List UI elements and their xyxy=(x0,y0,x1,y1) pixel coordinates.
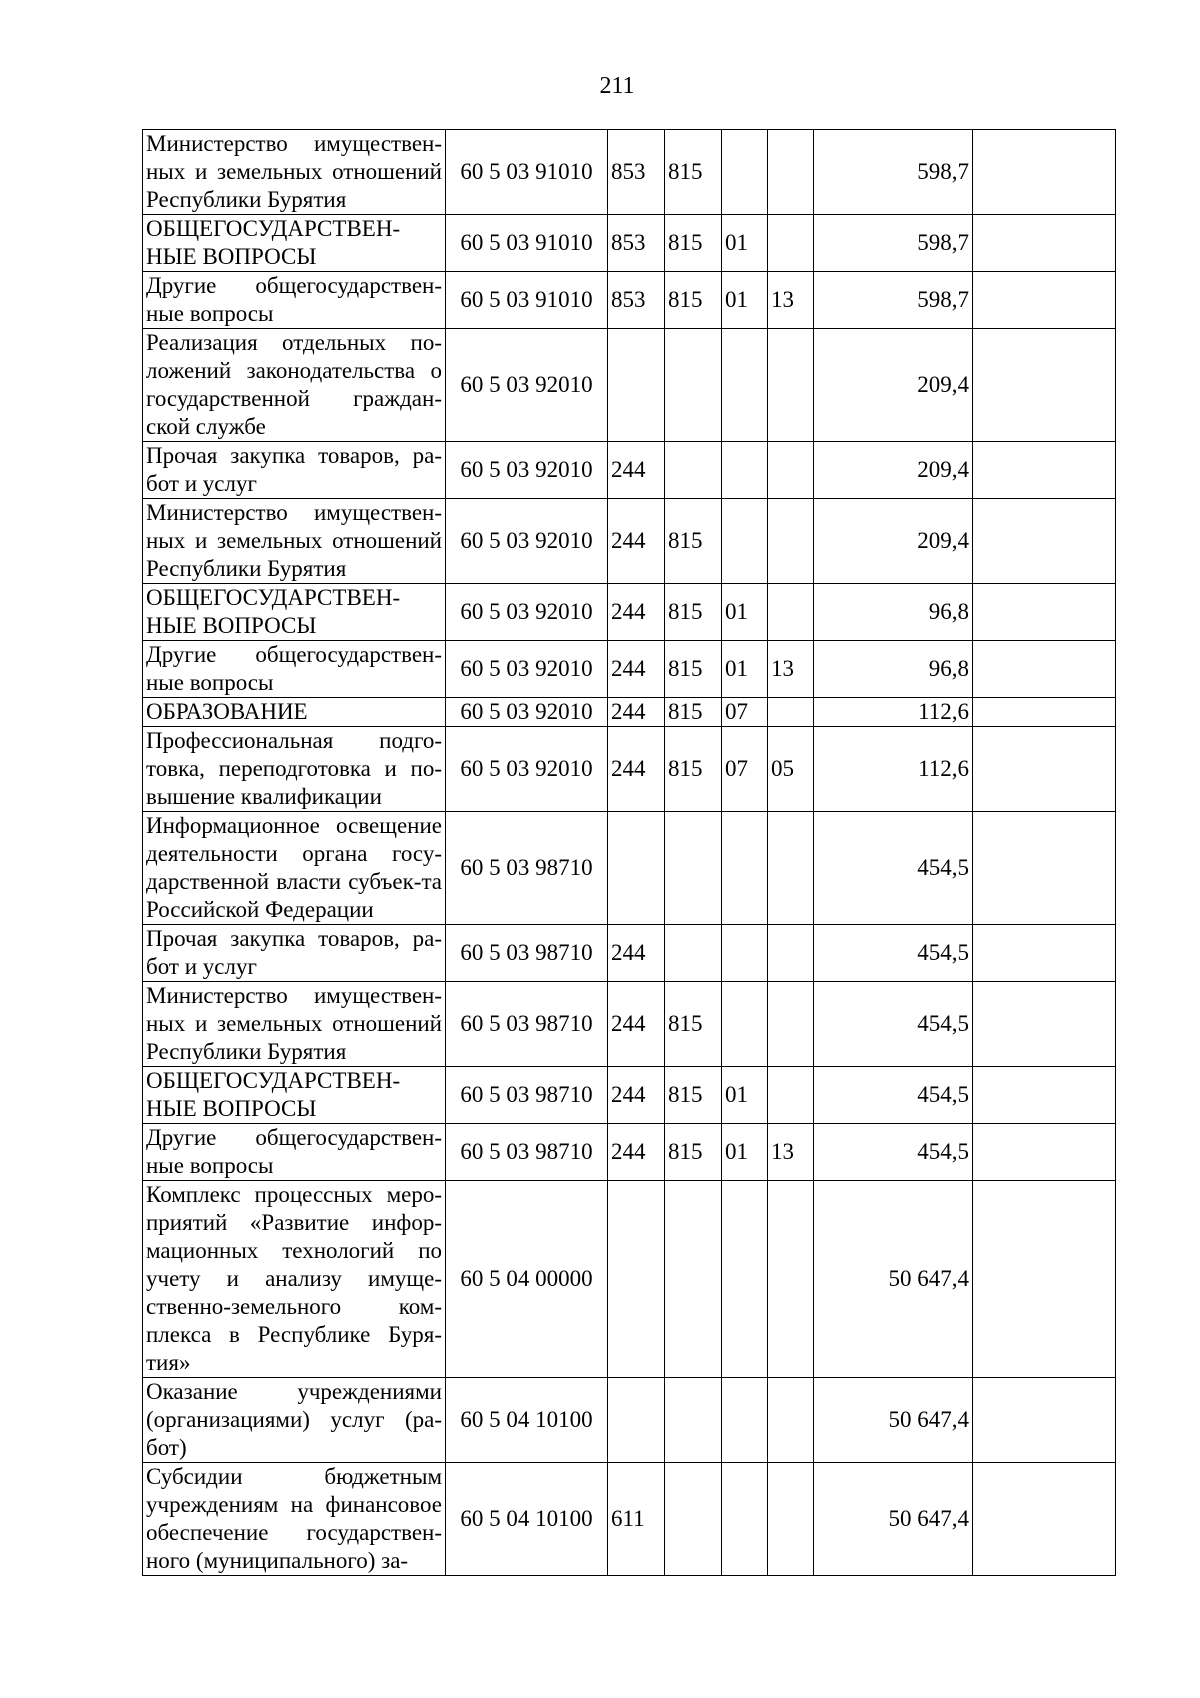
table-row xyxy=(143,812,1116,925)
row-name-cell: ОБЩЕГОСУДАРСТВЕН-НЫЕ ВОПРОСЫ xyxy=(143,215,446,272)
table-row xyxy=(143,272,1116,329)
amount-cell: 454,5 xyxy=(814,812,973,925)
amount-cell: 50 647,4 xyxy=(814,1378,973,1463)
row-name-cell: Профессиональная подго-товка, переподготовка и по-вышение квалификации xyxy=(143,727,446,812)
section-cell: 01 xyxy=(722,272,768,329)
table-row xyxy=(143,727,1116,812)
subsection-cell xyxy=(768,1463,814,1576)
empty-cell xyxy=(973,499,1116,584)
program-code-cell: 60 5 03 98710 xyxy=(446,1067,608,1124)
ministry-code-cell: 815 xyxy=(665,215,722,272)
row-name-cell: Другие общегосударствен-ные вопросы xyxy=(143,641,446,698)
section-cell: 07 xyxy=(722,698,768,727)
row-name-cell: Другие общегосударствен-ные вопросы xyxy=(143,272,446,329)
expense-type-cell xyxy=(608,329,665,442)
empty-cell xyxy=(973,272,1116,329)
empty-cell xyxy=(973,1378,1116,1463)
expense-type-cell xyxy=(608,812,665,925)
table-row xyxy=(143,215,1116,272)
program-code-cell: 60 5 03 91010 xyxy=(446,130,608,215)
program-code-cell: 60 5 03 91010 xyxy=(446,272,608,329)
empty-cell xyxy=(973,442,1116,499)
program-code-cell: 60 5 03 92010 xyxy=(446,727,608,812)
amount-cell: 454,5 xyxy=(814,1067,973,1124)
expense-type-cell: 244 xyxy=(608,499,665,584)
ministry-code-cell: 815 xyxy=(665,1067,722,1124)
table-row xyxy=(143,1181,1116,1378)
section-cell xyxy=(722,130,768,215)
amount-cell: 598,7 xyxy=(814,215,973,272)
amount-cell: 112,6 xyxy=(814,698,973,727)
program-code-cell: 60 5 04 00000 xyxy=(446,1181,608,1378)
expense-type-cell: 611 xyxy=(608,1463,665,1576)
subsection-cell: 13 xyxy=(768,272,814,329)
row-name-cell: Прочая закупка товаров, ра-бот и услуг xyxy=(143,442,446,499)
row-name-cell: Министерство имуществен-ных и земельных отношений Республики Бурятия xyxy=(143,499,446,584)
ministry-code-cell: 815 xyxy=(665,499,722,584)
row-name-cell: ОБЩЕГОСУДАРСТВЕН-НЫЕ ВОПРОСЫ xyxy=(143,584,446,641)
program-code-cell: 60 5 04 10100 xyxy=(446,1378,608,1463)
table-row xyxy=(143,982,1116,1067)
empty-cell xyxy=(973,215,1116,272)
table-row xyxy=(143,499,1116,584)
row-name-cell: Комплекс процессных меро-приятий «Развитие инфор-мационных технологий по учету и анализу имуще-ственно-земельного ком-плекса в Республике Буря-тия» xyxy=(143,1181,446,1378)
ministry-code-cell: 815 xyxy=(665,727,722,812)
empty-cell xyxy=(973,1181,1116,1378)
ministry-code-cell: 815 xyxy=(665,130,722,215)
table-row xyxy=(143,1067,1116,1124)
program-code-cell: 60 5 03 92010 xyxy=(446,442,608,499)
section-cell: 01 xyxy=(722,215,768,272)
table-row xyxy=(143,1378,1116,1463)
expense-type-cell: 853 xyxy=(608,215,665,272)
empty-cell xyxy=(973,925,1116,982)
subsection-cell xyxy=(768,925,814,982)
program-code-cell: 60 5 03 91010 xyxy=(446,215,608,272)
subsection-cell xyxy=(768,698,814,727)
expense-type-cell: 244 xyxy=(608,925,665,982)
expense-type-cell: 853 xyxy=(608,272,665,329)
subsection-cell xyxy=(768,1181,814,1378)
expense-type-cell: 244 xyxy=(608,1067,665,1124)
amount-cell: 96,8 xyxy=(814,641,973,698)
table-row xyxy=(143,698,1116,727)
expense-type-cell: 244 xyxy=(608,982,665,1067)
empty-cell xyxy=(973,1463,1116,1576)
subsection-cell xyxy=(768,130,814,215)
amount-cell: 598,7 xyxy=(814,272,973,329)
table-row xyxy=(143,1463,1116,1576)
amount-cell: 598,7 xyxy=(814,130,973,215)
section-cell xyxy=(722,982,768,1067)
section-cell xyxy=(722,499,768,584)
empty-cell xyxy=(973,329,1116,442)
subsection-cell xyxy=(768,982,814,1067)
program-code-cell: 60 5 03 92010 xyxy=(446,641,608,698)
expense-type-cell: 244 xyxy=(608,442,665,499)
section-cell xyxy=(722,925,768,982)
program-code-cell: 60 5 03 98710 xyxy=(446,1124,608,1181)
expense-type-cell: 853 xyxy=(608,130,665,215)
expense-type-cell: 244 xyxy=(608,641,665,698)
amount-cell: 209,4 xyxy=(814,329,973,442)
subsection-cell xyxy=(768,499,814,584)
expense-type-cell xyxy=(608,1181,665,1378)
subsection-cell xyxy=(768,812,814,925)
amount-cell: 454,5 xyxy=(814,982,973,1067)
table-row xyxy=(143,925,1116,982)
section-cell: 01 xyxy=(722,1124,768,1181)
ministry-code-cell xyxy=(665,1463,722,1576)
ministry-code-cell: 815 xyxy=(665,698,722,727)
program-code-cell: 60 5 03 98710 xyxy=(446,982,608,1067)
subsection-cell: 13 xyxy=(768,1124,814,1181)
subsection-cell xyxy=(768,442,814,499)
row-name-cell: Информационное освещение деятельности органа госу-дарственной власти субъек-та Российской Федерации xyxy=(143,812,446,925)
ministry-code-cell xyxy=(665,329,722,442)
program-code-cell: 60 5 03 98710 xyxy=(446,812,608,925)
row-name-cell: Субсидии бюджетным учреждениям на финансовое обеспечение государствен-ного (муниципального) за- xyxy=(143,1463,446,1576)
program-code-cell: 60 5 03 92010 xyxy=(446,329,608,442)
expense-type-cell: 244 xyxy=(608,584,665,641)
ministry-code-cell xyxy=(665,1378,722,1463)
ministry-code-cell xyxy=(665,812,722,925)
program-code-cell: 60 5 03 92010 xyxy=(446,499,608,584)
row-name-cell: Прочая закупка товаров, ра-бот и услуг xyxy=(143,925,446,982)
ministry-code-cell: 815 xyxy=(665,272,722,329)
amount-cell: 112,6 xyxy=(814,727,973,812)
amount-cell: 209,4 xyxy=(814,442,973,499)
ministry-code-cell: 815 xyxy=(665,982,722,1067)
section-cell: 07 xyxy=(722,727,768,812)
empty-cell xyxy=(973,130,1116,215)
ministry-code-cell: 815 xyxy=(665,641,722,698)
section-cell xyxy=(722,812,768,925)
amount-cell: 50 647,4 xyxy=(814,1463,973,1576)
budget-table xyxy=(142,129,1116,1576)
table-row xyxy=(143,442,1116,499)
subsection-cell xyxy=(768,1067,814,1124)
empty-cell xyxy=(973,812,1116,925)
section-cell: 01 xyxy=(722,1067,768,1124)
table-body xyxy=(143,130,1116,1576)
empty-cell xyxy=(973,641,1116,698)
ministry-code-cell: 815 xyxy=(665,1124,722,1181)
subsection-cell xyxy=(768,1378,814,1463)
empty-cell xyxy=(973,1067,1116,1124)
table-row xyxy=(143,584,1116,641)
table-row xyxy=(143,641,1116,698)
amount-cell: 209,4 xyxy=(814,499,973,584)
amount-cell: 96,8 xyxy=(814,584,973,641)
section-cell: 01 xyxy=(722,641,768,698)
section-cell xyxy=(722,1181,768,1378)
subsection-cell: 05 xyxy=(768,727,814,812)
subsection-cell xyxy=(768,215,814,272)
amount-cell: 454,5 xyxy=(814,1124,973,1181)
ministry-code-cell: 815 xyxy=(665,584,722,641)
expense-type-cell xyxy=(608,1378,665,1463)
section-cell: 01 xyxy=(722,584,768,641)
row-name-cell: Оказание учреждениями (организациями) услуг (ра-бот) xyxy=(143,1378,446,1463)
amount-cell: 454,5 xyxy=(814,925,973,982)
row-name-cell: ОБЩЕГОСУДАРСТВЕН-НЫЕ ВОПРОСЫ xyxy=(143,1067,446,1124)
section-cell xyxy=(722,1463,768,1576)
section-cell xyxy=(722,442,768,499)
expense-type-cell: 244 xyxy=(608,727,665,812)
ministry-code-cell xyxy=(665,1181,722,1378)
empty-cell xyxy=(973,584,1116,641)
section-cell xyxy=(722,329,768,442)
subsection-cell xyxy=(768,584,814,641)
row-name-cell: ОБРАЗОВАНИЕ xyxy=(143,698,446,727)
section-cell xyxy=(722,1378,768,1463)
row-name-cell: Министерство имуществен-ных и земельных отношений Республики Бурятия xyxy=(143,982,446,1067)
subsection-cell xyxy=(768,329,814,442)
table-row xyxy=(143,1124,1116,1181)
row-name-cell: Министерство имуществен-ных и земельных отношений Республики Бурятия xyxy=(143,130,446,215)
program-code-cell: 60 5 03 98710 xyxy=(446,925,608,982)
program-code-cell: 60 5 03 92010 xyxy=(446,698,608,727)
subsection-cell: 13 xyxy=(768,641,814,698)
empty-cell xyxy=(973,982,1116,1067)
expense-type-cell: 244 xyxy=(608,698,665,727)
page-number: 211 xyxy=(599,73,635,99)
program-code-cell: 60 5 03 92010 xyxy=(446,584,608,641)
table-row xyxy=(143,329,1116,442)
expense-type-cell: 244 xyxy=(608,1124,665,1181)
empty-cell xyxy=(973,727,1116,812)
ministry-code-cell xyxy=(665,925,722,982)
empty-cell xyxy=(973,698,1116,727)
empty-cell xyxy=(973,1124,1116,1181)
ministry-code-cell xyxy=(665,442,722,499)
table-row xyxy=(143,130,1116,215)
amount-cell: 50 647,4 xyxy=(814,1181,973,1378)
program-code-cell: 60 5 04 10100 xyxy=(446,1463,608,1576)
row-name-cell: Другие общегосударствен-ные вопросы xyxy=(143,1124,446,1181)
row-name-cell: Реализация отдельных по-ложений законодательства о государственной граждан-ской службе xyxy=(143,329,446,442)
